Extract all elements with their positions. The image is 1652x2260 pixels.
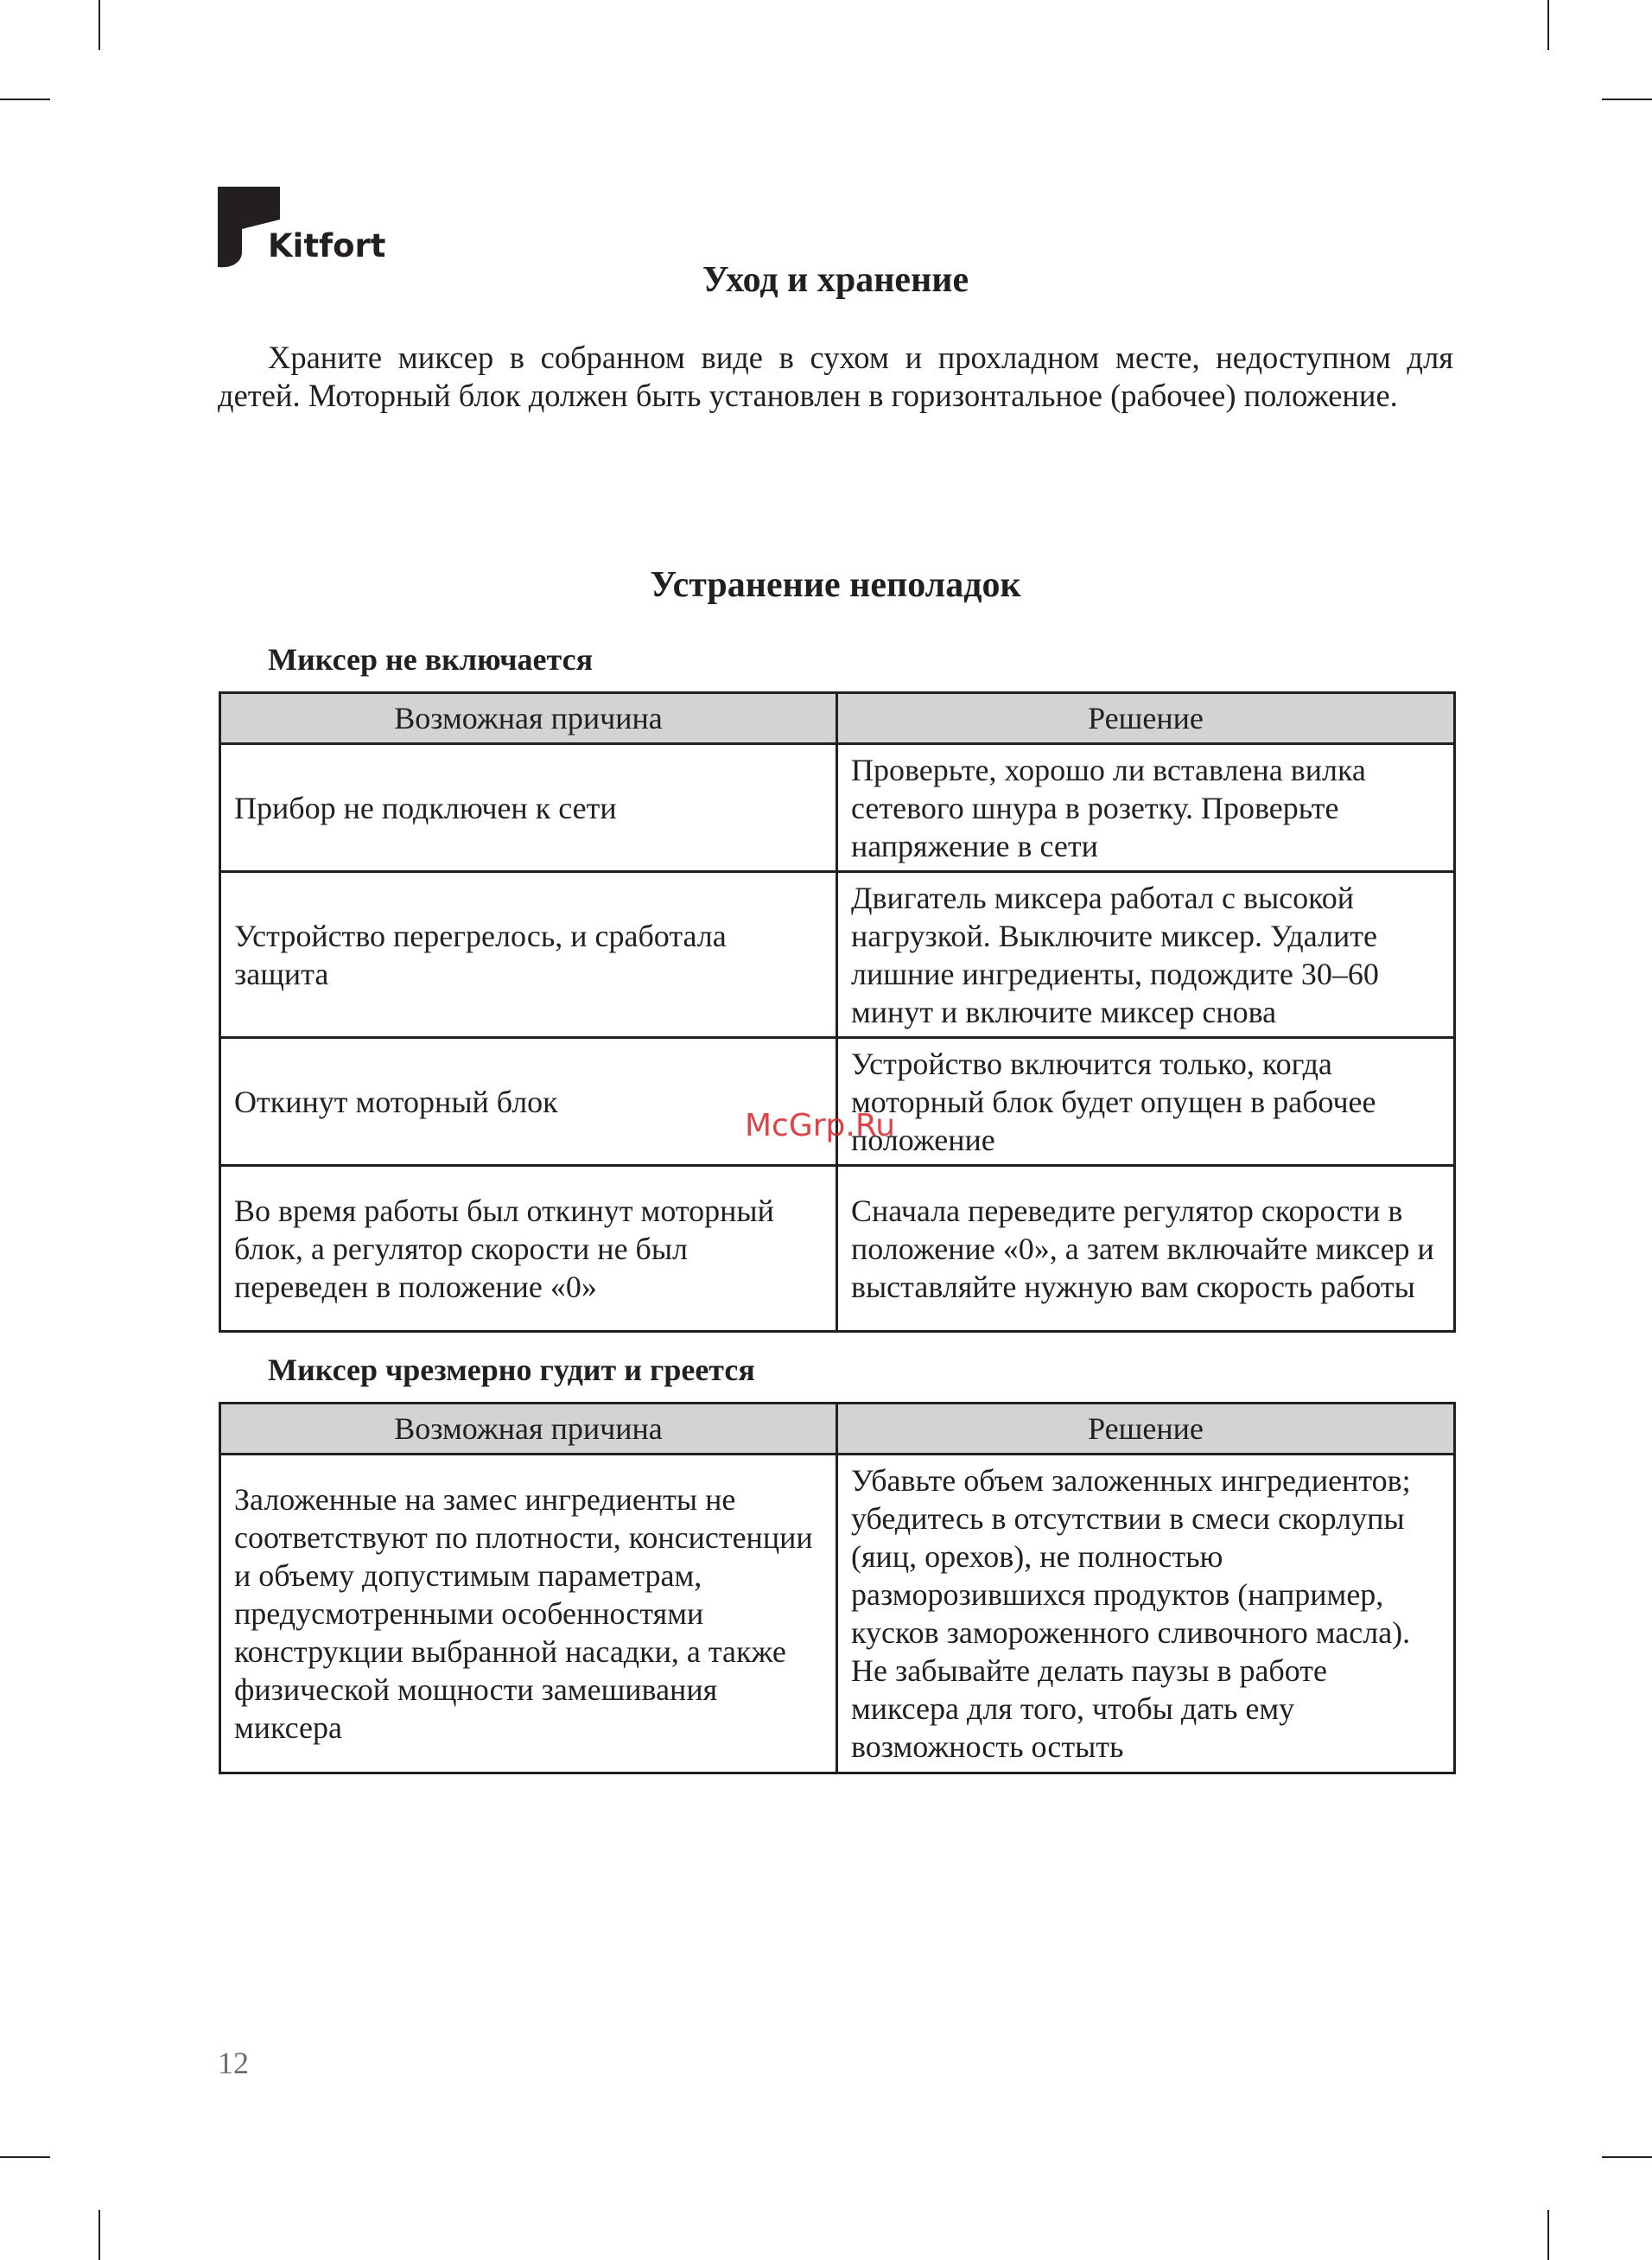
- column-header-solution: Решение: [837, 1404, 1455, 1455]
- column-header-solution: Решение: [837, 693, 1455, 744]
- troubleshooting-table-1: [219, 691, 1456, 1333]
- table-header-row: [220, 693, 1455, 744]
- solution-cell: Устройство включится только, когда моторный блок будет опущен в рабочее положение: [837, 1038, 1455, 1166]
- care-title: Уход и хранение: [702, 260, 969, 300]
- care-paragraph: [218, 339, 1453, 415]
- crop-mark: [0, 2156, 50, 2158]
- column-header-cause: Возможная причина: [220, 693, 837, 744]
- table-row: [220, 1166, 1455, 1332]
- table-2-heading: Миксер чрезмерно гудит и греется: [268, 1353, 755, 1387]
- troubleshooting-title: Устранение неполадок: [650, 565, 1021, 605]
- crop-mark: [1547, 2210, 1549, 2260]
- solution-cell: Сначала переведите регулятор скорости в положение «0», а затем включайте миксер и выставляйте нужную вам скорость работы: [837, 1166, 1455, 1332]
- crop-mark: [1602, 2156, 1652, 2158]
- column-header-cause: Возможная причина: [220, 1404, 837, 1455]
- page-number: 12: [218, 2046, 249, 2080]
- table-1-heading: Миксер не включается: [268, 642, 594, 677]
- cause-cell: Прибор не подключен к сети: [220, 744, 837, 872]
- table-row: [220, 1038, 1455, 1166]
- care-text: Храните миксер в собранном виде в сухом и прохладном месте, недоступном для детей. Моторный блок должен быть установлен в горизонтальное (рабочее) положение.: [218, 340, 1453, 413]
- cause-cell: Заложенные на замес ингредиенты не соответствуют по плотности, консистенции и объему допустимым параметрам, предусмотренными особенностями конструкции выбранной насадки, а также физической мощности замешивания миксера: [220, 1455, 837, 1773]
- solution-cell: Убавьте объем заложенных ингредиентов; убедитесь в отсутствии в смеси скорлупы (яиц, орехов), не полностью разморозившихся продуктов (например, кусков замороженного сливочного масла). Не забывайте делать паузы в работе миксера для того, чтобы дать ему возможность остыть: [837, 1455, 1455, 1773]
- table-row: [220, 1455, 1455, 1773]
- solution-cell: Двигатель миксера работал с высокой нагрузкой. Выключите миксер. Удалите лишние ингредиенты, подождите 30–60 минут и включите миксер снова: [837, 872, 1455, 1038]
- crop-mark: [98, 2210, 100, 2260]
- cause-cell: Устройство перегрелось, и сработала защита: [220, 872, 837, 1038]
- kitfort-logo: [218, 187, 386, 269]
- crop-mark: [1602, 99, 1652, 100]
- logo-wordmark: Kitfort: [268, 227, 386, 264]
- table-row: [220, 744, 1455, 872]
- watermark: McGrp.Ru: [745, 1108, 896, 1143]
- crop-mark: [98, 0, 100, 50]
- table-header-row: [220, 1404, 1455, 1455]
- crop-mark: [1547, 0, 1549, 50]
- crop-mark: [0, 99, 50, 100]
- cause-cell: Во время работы был откинут моторный блок, а регулятор скорости не был переведен в положение «0»: [220, 1166, 837, 1332]
- solution-cell: Проверьте, хорошо ли вставлена вилка сетевого шнура в розетку. Проверьте напряжение в сети: [837, 744, 1455, 872]
- cause-cell: Откинут моторный блок: [220, 1038, 837, 1166]
- troubleshooting-table-2: [219, 1402, 1456, 1774]
- table-row: [220, 872, 1455, 1038]
